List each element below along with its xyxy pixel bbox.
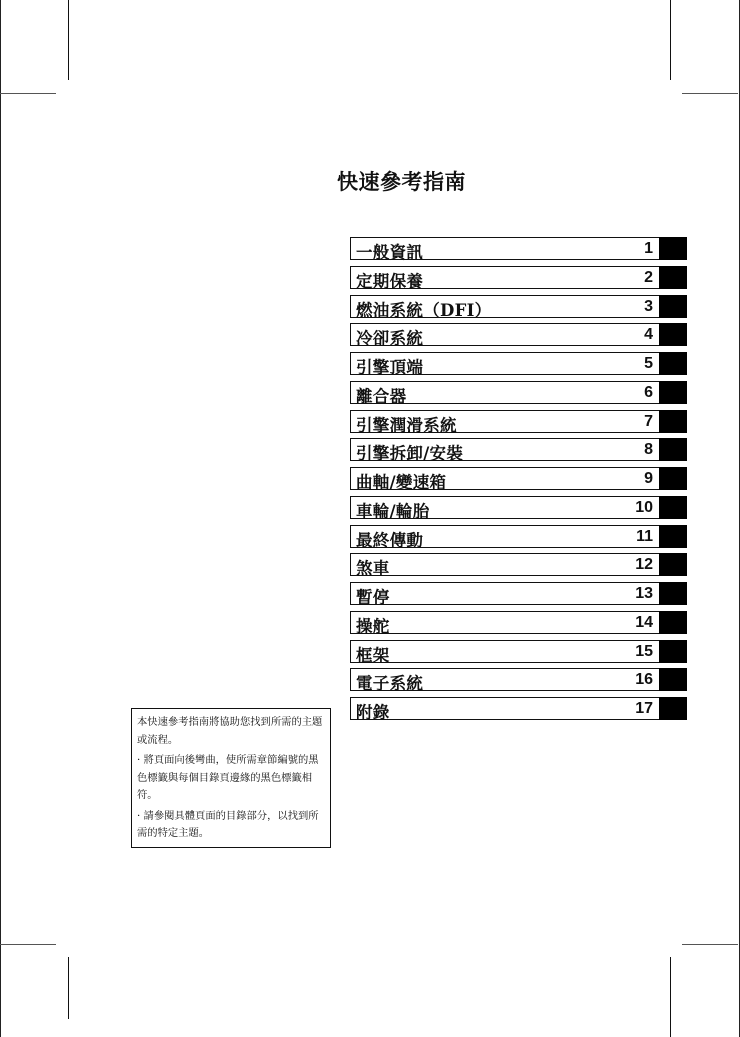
page-title: 快速參考指南 (337, 169, 466, 194)
toc-chapter-number: 2 (644, 268, 653, 286)
chapter-black-tab (659, 496, 687, 519)
toc-row-2[interactable] (350, 266, 688, 289)
toc-chapter-number: 15 (635, 642, 653, 660)
toc-entry-box (350, 496, 660, 519)
chapter-black-tab (659, 266, 687, 289)
toc-chapter-number: 3 (644, 297, 653, 315)
toc-chapter-number: 17 (635, 700, 653, 717)
toc-label: 定期保養 (356, 271, 424, 291)
toc-chapter-number: 1 (644, 240, 653, 257)
usage-note-box (131, 708, 331, 848)
chapter-black-tab (659, 295, 687, 318)
chapter-black-tab (659, 467, 687, 490)
toc-chapter-number: 13 (635, 585, 653, 602)
crop-mark-top-right-horizontal (682, 93, 738, 94)
toc-entry-box (350, 611, 660, 634)
toc-entry-box (350, 352, 660, 375)
toc-entry-box (350, 410, 660, 433)
chapter-black-tab (659, 438, 687, 461)
toc-label: 煞車 (356, 559, 390, 579)
toc-row-15[interactable] (350, 640, 688, 663)
chapter-black-tab (659, 640, 687, 663)
toc-chapter-number: 14 (635, 613, 653, 631)
toc-entry-box (350, 237, 660, 260)
toc-label: 框架 (356, 645, 390, 665)
toc-entry-box (350, 553, 660, 579)
chapter-black-tab (659, 668, 687, 691)
toc-entry-box (350, 668, 660, 694)
toc-label: 離合器 (356, 386, 407, 406)
crop-mark-bottom-right-vertical (670, 957, 671, 1037)
toc-row-1[interactable] (350, 237, 688, 260)
crop-mark-bottom-left-vertical (68, 957, 69, 1019)
crop-mark-bottom-right-horizontal (682, 944, 738, 945)
toc-entry-box (350, 381, 660, 404)
crop-mark-top-left-vertical (68, 0, 69, 80)
toc-entry-box (350, 467, 660, 490)
toc-label: 曲軸/變速箱 (356, 473, 447, 492)
toc-row-3[interactable] (350, 295, 688, 318)
chapter-black-tab (659, 237, 687, 260)
toc-label: 引擎潤滑系統 (356, 415, 457, 435)
chapter-black-tab (659, 611, 687, 634)
toc-row-12[interactable] (350, 553, 688, 579)
toc-entry-box (350, 697, 660, 720)
toc-row-4[interactable] (350, 323, 688, 349)
toc-label: 最終傳動 (356, 530, 424, 550)
toc-entry-box (350, 438, 660, 464)
toc-row-7[interactable] (350, 410, 688, 433)
toc-label: 燃油系統（DFI） (356, 300, 492, 320)
toc-chapter-number: 16 (635, 671, 653, 689)
toc-row-17[interactable] (350, 697, 688, 720)
toc-label: 冷卻系統 (356, 329, 424, 349)
toc-chapter-number: 10 (635, 498, 653, 516)
toc-label: 電子系統 (356, 674, 424, 694)
toc-label: 操舵 (356, 616, 390, 636)
toc-chapter-number: 5 (644, 355, 653, 372)
toc-entry-box (350, 266, 660, 289)
toc-label: 引擎頂端 (356, 358, 424, 377)
note-intro: 本快速參考指南將協助您找到所需的主題或流程。 (137, 716, 323, 746)
chapter-black-tab (659, 323, 687, 346)
toc-entry-box (350, 640, 660, 663)
toc-chapter-number: 11 (636, 527, 653, 545)
note-bullet-1: · 將頁面向後彎曲，使所需章節編號的黑色標籤與每個目錄頁邊緣的黑色標籤相符。 (137, 754, 319, 801)
toc-label: 車輪/輪胎 (356, 501, 430, 521)
toc-chapter-number: 6 (644, 383, 653, 401)
toc-row-14[interactable] (350, 611, 688, 634)
chapter-black-tab (659, 697, 687, 720)
toc-chapter-number: 7 (644, 412, 653, 430)
chapter-black-tab (659, 381, 687, 404)
chapter-black-tab (659, 410, 687, 433)
toc-chapter-number: 9 (644, 470, 653, 487)
toc-row-5[interactable] (350, 352, 688, 375)
toc-chapter-number: 8 (644, 441, 653, 459)
crop-mark-bottom-left-horizontal (0, 944, 56, 945)
chapter-black-tab (659, 525, 687, 548)
toc-row-6[interactable] (350, 381, 688, 404)
page-edge-left (0, 0, 1, 1037)
note-bullet-2: · 請參閱具體頁面的目錄部分，以找到所需的特定主題。 (137, 809, 319, 839)
toc-row-10[interactable] (350, 496, 688, 519)
toc-entry-box (350, 582, 660, 605)
toc-entry-box (350, 295, 660, 318)
toc-chapter-number: 4 (644, 326, 653, 344)
crop-mark-top-left-horizontal (0, 93, 56, 94)
toc-label: 一般資訊 (356, 243, 424, 262)
toc-row-11[interactable] (350, 525, 688, 548)
toc-entry-box (350, 323, 660, 349)
crop-mark-top-right-vertical (670, 0, 671, 80)
toc-label: 引擎拆卸/安裝 (356, 444, 464, 464)
toc-label: 暫停 (356, 588, 390, 607)
toc-row-13[interactable] (350, 582, 688, 605)
chapter-black-tab (659, 352, 687, 375)
toc-label: 附錄 (356, 703, 390, 722)
toc-chapter-number: 12 (635, 556, 653, 574)
chapter-black-tab (659, 582, 687, 605)
toc-row-8[interactable] (350, 438, 688, 464)
toc-entry-box (350, 525, 660, 548)
toc-row-9[interactable] (350, 467, 688, 490)
chapter-black-tab (659, 553, 687, 576)
toc-row-16[interactable] (350, 668, 688, 694)
